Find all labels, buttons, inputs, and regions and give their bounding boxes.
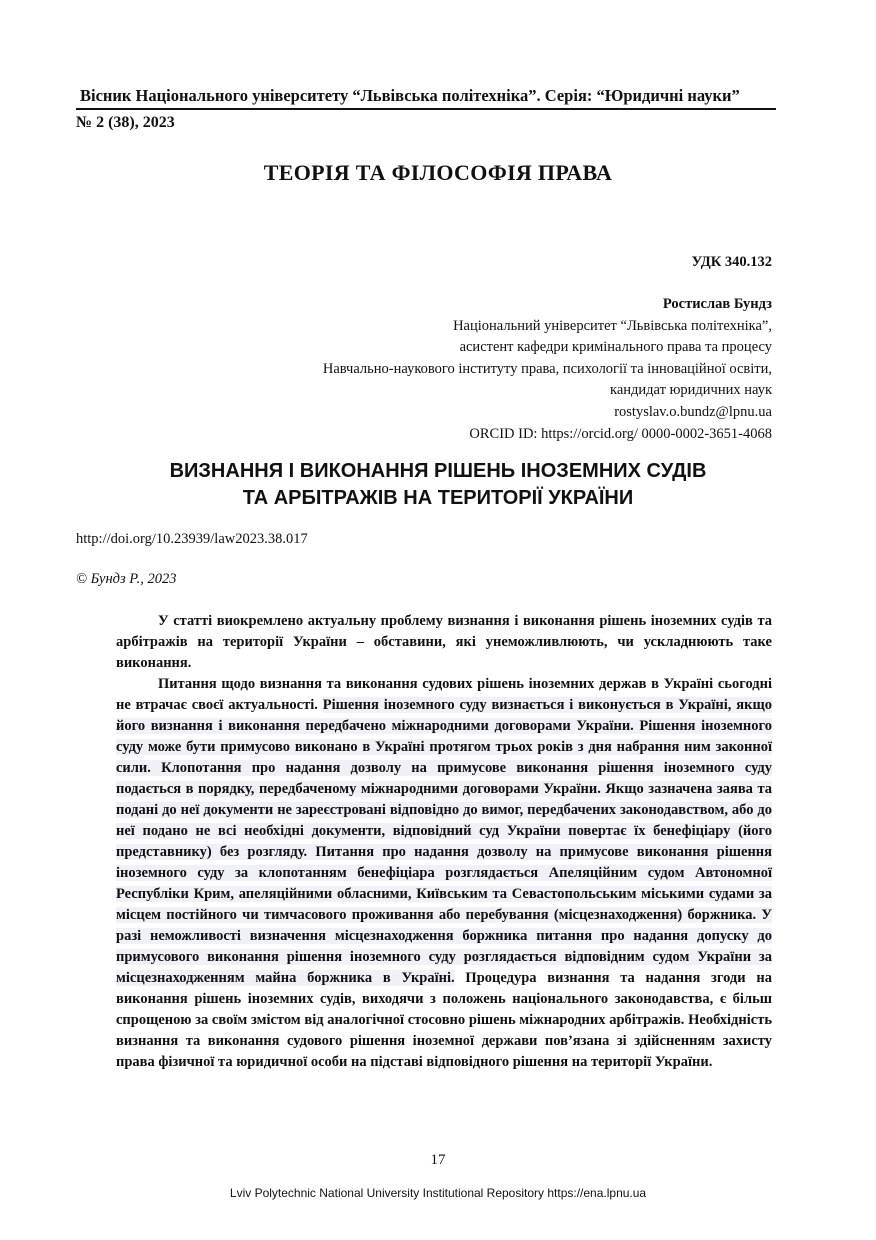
udc-code: УДК 340.132 xyxy=(691,254,772,270)
abstract xyxy=(116,611,772,1073)
author-orcid[interactable]: ORCID ID: https://orcid.org/ 0000-0002-3651-4068 xyxy=(469,425,772,442)
author-block xyxy=(323,294,772,445)
abstract-paragraph: У статті виокремлено актуальну проблему визнання і виконання рішень іноземних судів та арбітражів на території України – обставини, які унеможливлюють, чи ускладнюють таке виконання. xyxy=(116,613,772,671)
page-number: 17 xyxy=(430,1152,446,1168)
article-title-line: ТА АРБІТРАЖІВ НА ТЕРИТОРІЇ УКРАЇНИ xyxy=(242,487,634,509)
author-degree: кандидат юридичних наук xyxy=(610,382,772,399)
highlighted-text: Рішення іноземного суду визнається і виконується в Україні, якщо його визнання і виконання передбачено міжнародними договорами України. Рішення іноземного суду може бути примусово виконано в Україні протягом трьох років з дня набрання ним законної сили. Клопотання про надання дозволу на примусове виконання рішення іноземного суду подається в порядку, передбаченому міжнародними договорами України. Якщо зазначена заява та подані до неї документи не зареєстровані відповідно до вимог, передбачених законодавством, або до неї подано не всі необхідні документи, відповідний суд України повертає їх бенефіціару (його представнику) без розгляду. Питання про надання дозволу на примусове виконання рішення іноземного суду за клопотанням бенефіціара розглядається Апеляційним судом Автономної Республіки Крим, апеляційними обласними, Київським та Севастопольським міськими судами за місцем постійного чи тимчасового проживання або перебування (місцезнаходження) боржника. У разі неможливості визначення місцезнаходження боржника питання про надання допуску до примусового виконання рішення іноземного суду розглядається відповідним судом України за місцезнаходженням майна боржника в Україні. xyxy=(116,697,772,986)
doi-link[interactable]: http://doi.org/10.23939/law2023.38.017 xyxy=(76,531,308,547)
issue-number: № 2 (38), 2023 xyxy=(76,114,175,131)
author-position: асистент кафедри кримінального права та процесу xyxy=(459,339,772,356)
copyright-notice: © Бундз Р., 2023 xyxy=(76,571,177,587)
abstract-text: Питання щодо визнання та виконання судових рішень іноземних держав в Україні сьогодні не втрачає своєї актуальності. xyxy=(116,676,772,713)
abstract-paragraph xyxy=(116,674,772,1073)
article-title-line: ВИЗНАННЯ І ВИКОНАННЯ РІШЕНЬ ІНОЗЕМНИХ СУДІВ xyxy=(169,460,707,482)
journal-title: Вісник Національного університету “Львівська політехніка”. Серія: “Юридичні науки” xyxy=(80,86,740,105)
repository-footer: Lviv Polytechnic National University Institutional Repository https://ena.lpnu.ua xyxy=(229,1186,647,1200)
section-title: ТЕОРІЯ ТА ФІЛОСОФІЯ ПРАВА xyxy=(263,160,613,185)
abstract-text: Процедура визнання та надання згоди на виконання рішень іноземних судів, виходячи з положень національного законодавства, є більш спрощеною за своїм змістом від аналогічної стосовно рішень міжнародних арбітражів. Необхідність визнання та виконання судового рішення іноземної держави пов’язана зі здійсненням захисту права фізичної та юридичної особи на підставі відповідного рішення на території України. xyxy=(116,970,772,1070)
author-email[interactable]: rostyslav.o.bundz@lpnu.ua xyxy=(614,403,772,420)
author-name: Ростислав Бундз xyxy=(662,296,772,312)
author-affiliation: Національний університет “Львівська політехніка”, xyxy=(453,317,772,334)
author-institute: Навчально-наукового інституту права, психології та інноваційної освіти, xyxy=(322,360,772,377)
header-rule xyxy=(76,108,776,110)
article-title xyxy=(0,458,876,512)
